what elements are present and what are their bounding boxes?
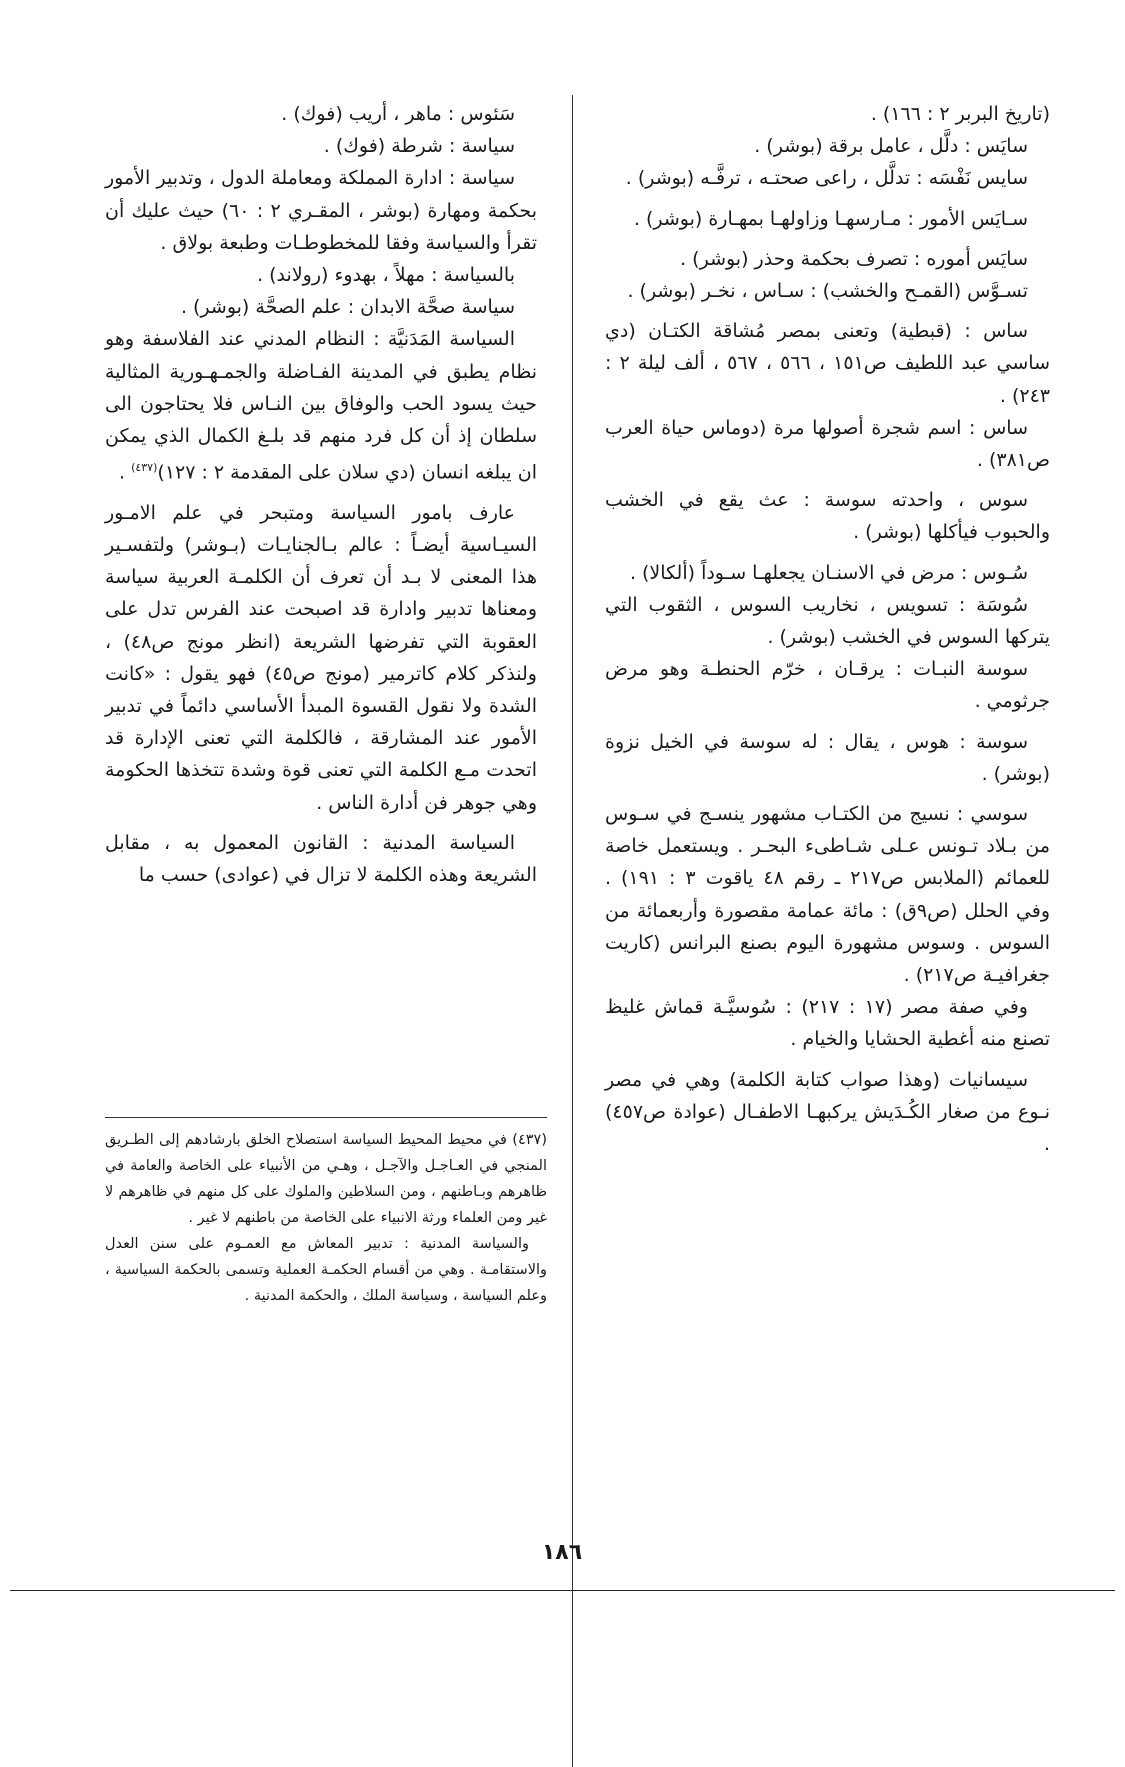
left-column xyxy=(105,98,537,891)
entry-text: سيسانيات (وهذا صواب كتابة الكلمة) وهي في مصر نـوع من صغار الكُـدَيش يركبهـا الاطفـال (عوادة ص٤٥٧) . xyxy=(605,1068,1050,1156)
footnote: والسياسة المدنية : تدبير المعاش مع العمـوم على سنن العدل والاستقامـة . وهي من أقسام الحكمـة العملية وتسمى بالحكمة السياسية ، وعلم السياسة ، وسياسة الملك ، والحكمة المدنية . xyxy=(105,1236,547,1304)
entry-text: سوسة : هوس ، يقال : له سوسة في الخيل نزوة (بوشر) . xyxy=(605,730,1050,785)
page-number: ١٨٦ xyxy=(541,1540,583,1565)
footnote-marker: (٤٣٧) xyxy=(131,461,158,475)
entry-text: سياسة صحَّة الابدان : علم الصحَّة (بوشر) . xyxy=(180,296,515,319)
entry-text: سُـوس : مرض في الاسنـان يجعلهـا سـوداً (ألكالا) . xyxy=(629,561,1028,584)
column-divider xyxy=(572,95,573,1767)
footnote: (٤٣٧) في محيط المحيط السياسة استصلاح الخلق بارشادهم إلى الطـريق المنجي في العـاجـل والآجـل ، وهـي من الأنبياء على الخاصة والعامة في ظاهرهم وبـاطنهم ، ومن السلاطين والملوك على كل منهم في ظاهرهم لا غير ومن العلماء ورثة الانبياء على الخاصة من باطنهم لا غير . xyxy=(105,1132,547,1226)
entry-text: سوسي : نسيج من الكتـاب مشهور ينسـج في سـوس من بـلاد تـونس عـلى شـاطىء البحـر . ويستعمل خاصة للعمائم (الملابس ص٢١٧ ـ رقم ٤٨ ياقوت ٣ : ١٩١) . وفي الحلل (ص٩ق) : مائة عمامة مقصورة وأربعمائة من السوس . وسوس مشهورة اليوم بصنع البرانس (كاريت جغرافيـة ص٢١٧) . xyxy=(605,803,1050,987)
entry-text: سايس نَفْسَه : تدلَّل ، راعى صحتـه ، ترفَّـه (بوشر) . xyxy=(625,167,1028,190)
right-column xyxy=(605,98,1050,1160)
entry-text: وفي صفة مصر (١٧ : ٢١٧) : سُوسيَّـة قماش غليظ تصنع منه أغطية الحشايا والخيام . xyxy=(605,996,1050,1051)
footnote-rule xyxy=(105,1117,547,1118)
entry-text: السياسة المدنية : القانون المعمول به ، مقابل الشريعة وهذه الكلمة لا تزال في (عوادى) حسب ما xyxy=(105,831,537,886)
entry-text: سوسة النبـات : يرقـان ، خرّم الحنطـة وهو مرض جرثومي . xyxy=(605,658,1050,713)
entry-text: السياسة المَدَنيَّة : النظام المدني عند الفلاسفة وهو نظام يطبق في المدينة الفـاضلة والجمـهـورية المثالية حيث يسود الحب والوفاق بين النـاس فلا يحتاجون الى سلطان إذ أن كل فرد منهم قد بلـغ الكمال الذي يمكن ان يبلغه انسان (دي سلان على المقدمة ٢ : ١٢٧)$^{(٤٣٧)}$ . xyxy=(105,328,537,484)
entry-text: سايَس : دلَّل ، عامل برقة (بوشر) . xyxy=(754,135,1028,158)
entry-text: عارف بامور السياسة ومتبحر في علم الامـور السيـاسية أيضـاً : عالم بـالجنايـات (بـوشر) ولتفسـير هذا المعنى لا بـد أن تعرف أن الكلمـة العربية سياسة ومعناها تدبير وادارة قد اصبحت عند الفرس تدل على العقوبة التي تفرضها الشريعة (انظر مونج ص٤٨) ، ولنذكر كلام كاترمير (مونج ص٤٥) فهو يقول : «كانت الشدة ولا نقول القسوة المبدأ الأساسي دائماً في تدبير الأمور عند المشارقة ، فالكلمة التي تعنى الإدارة قد اتحدت مـع الكلمة التي تعنى قوة وشدة تتخذها الحكومة وهي جوهر فن أدارة الناس . xyxy=(105,501,537,814)
entry-text-body: السياسة المَدَنيَّة : النظام المدني عند الفلاسفة وهو نظام يطبق في المدينة الفـاضلة والجمـهـورية المثالية حيث يسود الحب والوفاق بين النـاس فلا يحتاجون الى سلطان إذ أن كل فرد منهم قد بلـغ الكمال الذي يمكن ان يبلغه انسان (دي سلان على المقدمة ٢ : ١٢٧) xyxy=(105,328,537,484)
entry-text: تسـوَّس (القمـح والخشب) : سـاس ، نخـر (بوشر) . xyxy=(627,280,1028,303)
entry-text: بالسياسة : مهلاً ، بهدوء (رولاند) . xyxy=(257,264,515,287)
entry-text: سُوسَة : تسويس ، نخاريب السوس ، الثقوب التي يتركها السوس في الخشب (بوشر) . xyxy=(605,593,1050,649)
entry-text: ساس : (قبطية) وتعنى بمصر مُشاقة الكتـان (دي ساسي عبد اللطيف ص١٥١ ، ٥٦٦ ، ٥٦٧ ، ألف ليلة ٢ : ٢٤٣) . xyxy=(605,320,1050,407)
entry-text: سياسة : شرطة (فوك) . xyxy=(323,135,515,158)
entry-text: ساس : اسم شجرة أصولها مرة (دوماس حياة العرب ص٣٨١) . xyxy=(605,416,1050,472)
entry-text: سياسة : ادارة المملكة ومعاملة الدول ، وتدبير الأمور بحكمة ومهارة (بوشر ، المقـري ٢ : ٦٠) حيث عليك أن تقرأ والسياسة وفقا للمخطوطـات وطبعة بولاق . xyxy=(105,167,537,254)
entry-text: سـايَس الأمور : مـارسهـا وزاولهـا بمهـارة (بوشر) . xyxy=(633,207,1028,230)
footnotes xyxy=(105,1127,547,1309)
entry-text: سَئوس : ماهر ، أريب (فوك) . xyxy=(281,103,515,125)
entry-text: سايَس أموره : تصرف بحكمة وحذر (بوشر) . xyxy=(680,247,1028,270)
entry-text: (تاريخ البربر ٢ : ١٦٦) . xyxy=(870,103,1050,125)
scan-edge-line xyxy=(10,1590,1115,1591)
entry-text: سوس ، واحدته سوسة : عث يقع في الخشب والحبوب فيأكلها (بوشر) . xyxy=(605,489,1050,544)
